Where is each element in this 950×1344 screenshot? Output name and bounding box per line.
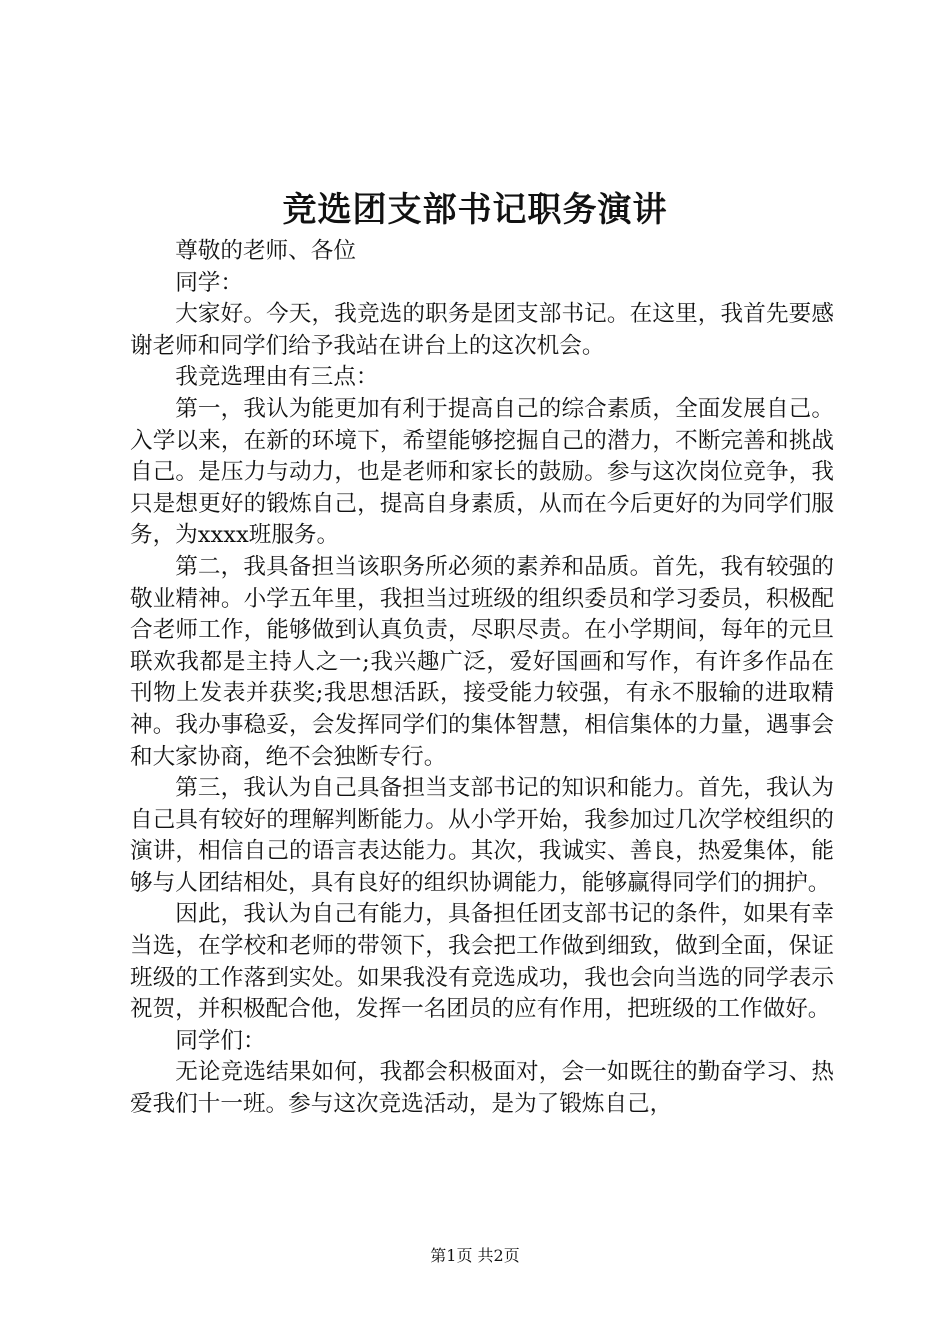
paragraph-reasons-intro: 我竞选理由有三点： <box>175 364 379 391</box>
page-number: 第1页 共2页 <box>430 1246 520 1265</box>
paragraph-salutation-2: 同学： <box>175 269 243 296</box>
paragraph-reason-3: 第三，我认为自己具备担当支部书记的知识和能力。首先，我认为自己具有较好的理解判断能力。从小学开始，我参加过几次学校组织的演讲，相信自己的语言表达能力。其次，我诚实、善良，热爱集体，能够与人团结相处，具有良好的组织协调能力，能够赢得同学们的拥护。 <box>130 775 834 896</box>
paragraph-closing: 无论竞选结果如何，我都会积极面对，会一如既往的勤奋学习、热爱我们十一班。参与这次竞选活动，是为了锻炼自己， <box>130 1059 834 1118</box>
document-title: 竞选团支部书记职务演讲 <box>282 190 668 230</box>
paragraph-greeting: 大家好。今天，我竞选的职务是团支部书记。在这里，我首先要感谢老师和同学们给予我站在讲台上的这次机会。 <box>130 301 834 359</box>
paragraph-conclusion: 因此，我认为自己有能力，具备担任团支部书记的条件，如果有幸当选，在学校和老师的带领下，我会把工作做到细致，做到全面，保证班级的工作落到实处。如果我没有竞选成功，我也会向当选的同学表示祝贺，并积极配合他，发挥一名团员的应有作用，把班级的工作做好。 <box>130 901 834 1023</box>
document-body <box>130 236 834 1121</box>
paragraph-reason-2: 第二，我具备担当该职务所必须的素养和品质。首先，我有较强的敬业精神。小学五年里，我担当过班级的组织委员和学习委员，积极配合老师工作，能够做到认真负责，尽职尽责。在小学期间，每年的元旦联欢我都是主持人之一;我兴趣广泛，爱好国画和写作，有许多作品在刊物上发表并获奖;我思想活跃，接受能力较强，有永不服输的进取精神。我办事稳妥，会发挥同学们的集体智慧，相信集体的力量，遇事会和大家协商，绝不会独断专行。 <box>130 553 834 770</box>
paragraph-address: 同学们： <box>175 1027 266 1054</box>
paragraph-salutation-1: 尊敬的老师、各位 <box>175 238 356 264</box>
paragraph-reason-1: 第一，我认为能更加有利于提高自己的综合素质，全面发展自己。入学以来，在新的环境下，希望能够挖掘自己的潜力，不断完善和挑战自己。是压力与动力，也是老师和家长的鼓励。参与这次岗位竞争，我只是想更好的锻炼自己，提高自身素质，从而在今后更好的为同学们服务，为xxxx班服务。 <box>130 395 834 549</box>
